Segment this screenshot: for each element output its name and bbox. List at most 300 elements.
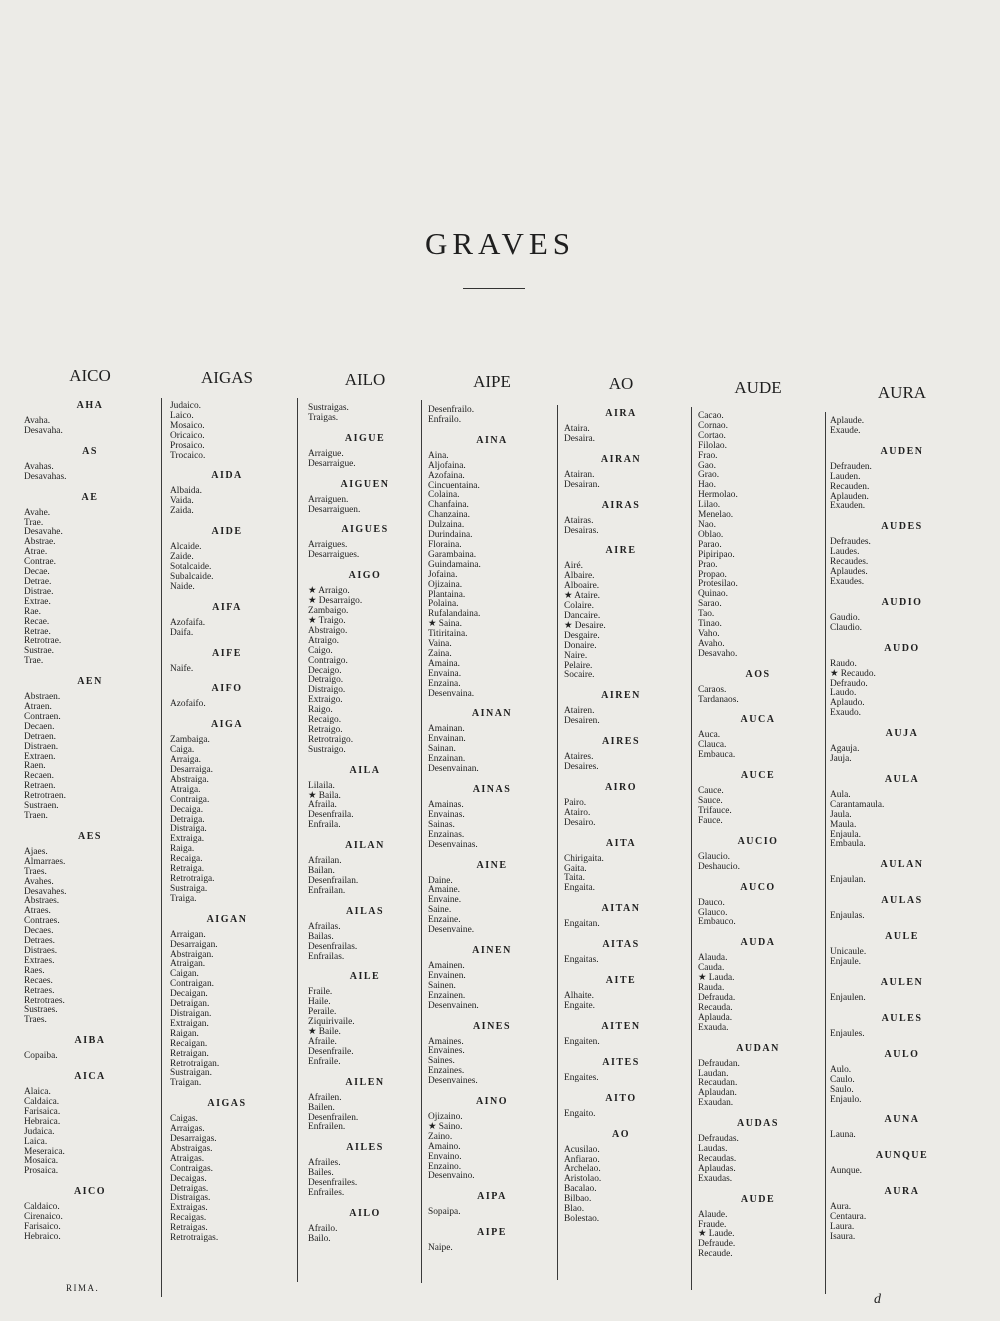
rhyme-section [822, 521, 982, 588]
rhyme-word: Aulo. [830, 1064, 852, 1075]
rhyme-word: ★ Desaire. [564, 620, 606, 631]
rhyme-word: Aura. [830, 1202, 852, 1213]
word-list [162, 736, 292, 904]
word-list [822, 1030, 982, 1040]
rhyme-word: Abstrae. [24, 537, 56, 548]
rhyme-word: Contraigo. [308, 655, 348, 666]
rhyme-word: Caldaica. [24, 1097, 60, 1108]
rhyme-section [556, 939, 686, 966]
rhyme-word: Desenfrailo. [428, 405, 475, 415]
rhyme-word: Sustraiga. [170, 883, 208, 894]
rhyme-word: Bacalao. [564, 1184, 597, 1195]
rhyme-word: Maula. [830, 819, 857, 830]
section-title: AULAS [881, 895, 923, 907]
rhyme-word: Floraina. [428, 539, 462, 550]
rhyme-word: Sustraigo. [308, 744, 346, 755]
rhyme-word: Desenvainan. [428, 764, 479, 775]
rhyme-word: Extrae. [24, 596, 51, 607]
rhyme-word: Defraudan. [698, 1058, 740, 1069]
rhyme-word: Abstraen. [24, 692, 61, 703]
rhyme-word: Raen. [24, 761, 46, 772]
section-title: AITES [602, 1056, 640, 1068]
rhyme-word: Zaide. [170, 552, 194, 563]
rhyme-word: Sotalcaide. [170, 561, 212, 572]
rhyme-word: Saines. [428, 1056, 455, 1067]
section-title: AUDAS [737, 1118, 779, 1130]
section-title: AUDAN [736, 1042, 780, 1054]
rhyme-word: Desarraigas. [170, 1134, 217, 1145]
word-list [16, 848, 164, 1026]
rhyme-word: Afrailen. [308, 1092, 342, 1103]
section-title: AINA [476, 434, 508, 446]
section-title: AEN [77, 676, 103, 688]
rhyme-word: Rauda. [698, 983, 725, 994]
rhyme-word: Filolao. [698, 440, 727, 451]
word-list [300, 541, 430, 561]
rhyme-section [16, 676, 164, 822]
rhyme-word: ★ Arraigo. [308, 586, 350, 597]
word-list [556, 920, 686, 930]
word-list [420, 1038, 564, 1088]
rhyme-word: Bailes. [308, 1168, 334, 1179]
rhyme-word: Oricaico. [170, 430, 205, 441]
rhyme-word: Hebraico. [24, 1232, 61, 1242]
rhyme-section [16, 1186, 164, 1243]
rhyme-word: Archelao. [564, 1164, 601, 1175]
section-title: AIRA [605, 408, 637, 419]
rhyme-word: Caulo. [830, 1074, 855, 1085]
section-title: AIRE [605, 545, 637, 557]
rhyme-word: Engaitas. [564, 955, 599, 966]
rhyme-word: Peraile. [308, 1007, 337, 1018]
section-title: AIRAS [601, 499, 641, 511]
section-title: AURA [884, 1186, 920, 1198]
column-heading: AO [608, 374, 634, 393]
rhyme-word: Daifa. [170, 627, 194, 638]
rhyme-section [822, 1150, 982, 1177]
section-title: AITO [605, 1092, 637, 1104]
rhyme-section [300, 570, 430, 755]
rhyme-word: Chirigaita. [564, 853, 604, 864]
section-title: AUCA [740, 714, 776, 726]
word-list [690, 1135, 826, 1185]
rhyme-section [822, 417, 982, 437]
section-title: AILO [349, 1207, 381, 1219]
word-list [162, 700, 292, 710]
word-list [822, 538, 982, 588]
rhyme-section [690, 412, 826, 660]
rhyme-word: Extraes. [24, 955, 55, 966]
rhyme-word: Sustraigan. [170, 1068, 212, 1079]
rhyme-section [162, 470, 292, 517]
rhyme-section [16, 492, 164, 668]
word-list [300, 857, 430, 897]
rhyme-word: Aljofaina. [428, 460, 466, 471]
rhyme-word: Caigo. [308, 645, 333, 656]
section-title: AULEN [880, 977, 924, 988]
rhyme-word: Afrailan. [308, 856, 342, 867]
rhyme-column [162, 368, 292, 1244]
rhyme-word: Cortao. [698, 430, 726, 441]
rhyme-word: Distrae. [24, 586, 54, 597]
rhyme-word: Hermolao. [698, 490, 738, 501]
rhyme-word: Deshaucio. [698, 861, 740, 872]
rhyme-word: Laura. [830, 1222, 855, 1233]
word-list [300, 450, 430, 470]
rhyme-word: Nao. [698, 519, 716, 530]
rhyme-word: Saulo. [830, 1084, 854, 1095]
rhyme-word: Defraude. [698, 1239, 736, 1250]
rhyme-column [690, 378, 826, 1260]
word-list [556, 425, 686, 445]
rhyme-word: Prosaica. [24, 1166, 59, 1177]
rhyme-word: Distraen. [24, 741, 59, 752]
rhyme-word: ★ Desarraigo. [308, 596, 363, 607]
rhyme-word: Fraude. [698, 1219, 727, 1230]
rhyme-word: ★ Saino. [428, 1121, 463, 1132]
rhyme-section [556, 903, 686, 930]
rhyme-word: Detraigo. [308, 675, 344, 686]
section-title: AIRAN [600, 453, 642, 465]
rhyme-word: Alauda. [698, 953, 728, 964]
rhyme-word: Ojizaina. [428, 579, 463, 590]
rhyme-word: Farisaica. [24, 1106, 61, 1117]
rhyme-word: Amainen. [428, 960, 465, 971]
word-list [822, 948, 982, 968]
section-title: AIGAN [206, 913, 248, 925]
rhyme-section [420, 406, 564, 426]
rhyme-word: Propao. [698, 569, 727, 580]
rhyme-word: Recaes. [24, 975, 53, 986]
section-title: AUDE [740, 1193, 776, 1205]
rhyme-word: Desarraigan. [170, 939, 218, 950]
rhyme-word: Quinao. [698, 589, 728, 600]
rhyme-section [822, 446, 982, 513]
rhyme-word: Abstraigas. [170, 1143, 213, 1154]
rhyme-word: Aplauden. [830, 491, 869, 502]
rhyme-word: Arraigue. [308, 448, 344, 459]
column-heading: AICO [69, 366, 111, 385]
rhyme-word: Extraigas. [170, 1203, 208, 1214]
word-list [420, 406, 564, 426]
rhyme-word: Retrotraigo. [308, 734, 354, 745]
rhyme-section [822, 643, 982, 719]
word-list [822, 745, 982, 765]
rhyme-section [690, 836, 826, 873]
rhyme-word: Aplaudan. [698, 1088, 737, 1099]
rhyme-word: Parao. [698, 539, 722, 550]
rhyme-word: Almarraes. [24, 856, 66, 867]
rhyme-word: Avahes. [24, 876, 54, 887]
rhyme-section [16, 1071, 164, 1177]
rhyme-section [690, 882, 826, 929]
word-list [822, 1167, 982, 1177]
rhyme-word: Desenvainas. [428, 839, 478, 850]
section-title: AULO [884, 1048, 920, 1060]
word-list [300, 496, 430, 516]
rhyme-word: Distraigas. [170, 1193, 211, 1204]
rhyme-word: Haile. [308, 997, 331, 1008]
rhyme-word: Desavaho. [698, 648, 738, 659]
word-list [162, 1115, 292, 1244]
section-title: AHA [76, 400, 104, 411]
rhyme-word: ★ Baile. [308, 1027, 341, 1038]
word-list [556, 855, 686, 895]
rhyme-word: Durindaina. [428, 530, 473, 541]
word-list [690, 686, 826, 706]
section-title: AUCIO [737, 835, 779, 847]
section-title: AULE [885, 931, 919, 943]
rhyme-word: Centaura. [830, 1212, 867, 1223]
rhyme-column [16, 366, 164, 1243]
rhyme-word: Retraigan. [170, 1048, 209, 1059]
section-title: AES [78, 830, 102, 842]
word-list [822, 1066, 982, 1106]
rhyme-word: Enfrailas. [308, 951, 345, 962]
rhyme-word: Recaigas. [170, 1213, 207, 1224]
rhyme-word: Guindamaina. [428, 559, 481, 570]
rhyme-word: ★ Traigo. [308, 615, 346, 626]
word-list [822, 614, 982, 634]
word-list [420, 1244, 564, 1254]
rhyme-section [16, 446, 164, 483]
rhyme-word: Recauda. [698, 1002, 733, 1013]
rhyme-word: Engaita. [564, 883, 595, 894]
rhyme-word: Hebraica. [24, 1116, 61, 1127]
rhyme-word: Detraes. [24, 936, 55, 947]
rhyme-word: Recaude. [698, 1249, 733, 1260]
word-list [822, 791, 982, 850]
rhyme-section [690, 669, 826, 706]
rhyme-section [556, 736, 686, 773]
rhyme-word: Avahas. [24, 461, 54, 472]
rhyme-word: Taita. [564, 873, 585, 884]
rhyme-word: Retraigas. [170, 1223, 208, 1234]
rhyme-word: Desenfrailes. [308, 1178, 358, 1189]
rhyme-word: Judaica. [24, 1126, 55, 1137]
rhyme-word: Naife. [170, 663, 194, 674]
rhyme-word: Enzainan. [428, 754, 466, 765]
rhyme-word: Desavahe. [24, 527, 63, 538]
rhyme-word: Caigan. [170, 969, 199, 980]
rhyme-word: Contraiga. [170, 794, 210, 805]
rhyme-section [556, 1093, 686, 1120]
rhyme-word: Fraile. [308, 987, 333, 998]
rhyme-word: Dauco. [698, 897, 725, 908]
column-heading: AIPE [473, 372, 511, 391]
rhyme-word: Carantamaula. [830, 799, 885, 810]
rhyme-word: Defraudas. [698, 1134, 739, 1145]
rhyme-section [420, 945, 564, 1012]
rhyme-word: Enjaules. [830, 1028, 865, 1039]
rhyme-word: Zambaigo. [308, 606, 349, 617]
rhyme-word: Polaina. [428, 599, 459, 610]
section-title: AILAS [345, 905, 385, 917]
rhyme-word: Distraigan. [170, 1008, 212, 1019]
rhyme-word: Envainen. [428, 970, 466, 981]
rhyme-word: Decaen. [24, 721, 55, 732]
rhyme-column [822, 383, 982, 1243]
rhyme-word: Distraiga. [170, 824, 207, 835]
word-list [690, 787, 826, 827]
footer-signature: RIMA. [66, 1283, 100, 1293]
rhyme-section [822, 728, 982, 765]
rhyme-section [556, 454, 686, 491]
rhyme-word: Arraiguen. [308, 494, 349, 505]
rhyme-word: Atraigo. [308, 635, 339, 646]
rhyme-word: Caldaico. [24, 1202, 60, 1213]
rhyme-word: Desairan. [564, 479, 600, 490]
rhyme-word: Exaudes. [830, 576, 865, 587]
rhyme-word: Atraen. [24, 702, 52, 713]
section-title: AUDO [884, 642, 920, 654]
rhyme-word: Detraigas. [170, 1183, 209, 1194]
word-list [822, 660, 982, 719]
rhyme-word: Avaho. [698, 638, 725, 649]
rhyme-word: Sainen. [428, 980, 456, 991]
rhyme-word: Detraigan. [170, 999, 210, 1010]
rhyme-word: Exaudo. [830, 708, 861, 719]
rhyme-section [300, 1142, 430, 1199]
rhyme-section [822, 1186, 982, 1243]
rhyme-word: Zaino. [428, 1131, 453, 1142]
rhyme-word: Grao. [698, 470, 720, 481]
rhyme-word: Sarao. [698, 599, 722, 610]
rhyme-word: Trocaico. [170, 450, 206, 461]
rhyme-word: Glauco. [698, 907, 728, 918]
section-title: AUJA [885, 728, 919, 740]
rhyme-section [822, 597, 982, 634]
word-list [420, 801, 564, 851]
section-title: AILES [346, 1142, 384, 1154]
rhyme-word: Engaite. [564, 1001, 595, 1011]
column-heading: AIGAS [201, 368, 253, 387]
rhyme-word: Desenvaines. [428, 1076, 478, 1087]
rhyme-word: Tinao. [698, 619, 722, 630]
rhyme-word: Subalcaide. [170, 571, 214, 582]
section-title: AUDA [740, 937, 776, 949]
rhyme-word: Enfrailes. [308, 1188, 345, 1199]
rhyme-word: Laudo. [830, 688, 857, 699]
rhyme-word: Donaire. [564, 640, 597, 651]
word-list [556, 707, 686, 727]
rhyme-word: Distraigo. [308, 685, 346, 696]
rhyme-word: Rufalandaina. [428, 609, 481, 620]
rhyme-word: Zaina. [428, 648, 452, 659]
word-list [300, 404, 430, 424]
rhyme-word: Rae. [24, 606, 41, 617]
rhyme-word: Atairas. [564, 515, 594, 526]
rhyme-word: Desarraigue. [308, 458, 356, 469]
rhyme-word: Vaina. [428, 639, 452, 650]
word-list [690, 899, 826, 929]
rhyme-section [556, 1021, 686, 1048]
section-title: AINAS [472, 784, 512, 795]
rhyme-word: Enzaina. [428, 678, 461, 689]
rhyme-word: Protesilao. [698, 579, 738, 590]
rhyme-word: Cauda. [698, 963, 725, 974]
section-title: AITAN [601, 903, 641, 915]
rhyme-word: Tardanaos. [698, 694, 739, 705]
rhyme-word: Frao. [698, 450, 718, 461]
rhyme-word: Enfrailo. [428, 414, 462, 425]
rhyme-word: Azofaina. [428, 470, 465, 481]
section-title: AUNQUE [875, 1150, 929, 1162]
rhyme-word: Abstraigo. [308, 625, 348, 636]
rhyme-word: Desairas. [564, 525, 599, 536]
rhyme-word: Avahe. [24, 507, 51, 518]
word-list [690, 954, 826, 1033]
rhyme-word: Retrotraiga. [170, 874, 215, 884]
rhyme-word: Desaires. [564, 762, 599, 773]
rhyme-word: Desairen. [564, 716, 600, 727]
rhyme-word: Contrae. [24, 557, 57, 568]
rhyme-word: Distraes. [24, 945, 58, 956]
section-title: AINO [475, 1096, 509, 1108]
rhyme-section [690, 714, 826, 761]
word-list [556, 1038, 686, 1048]
rhyme-word: Desenvaino. [428, 1171, 475, 1182]
word-list [822, 912, 982, 922]
rhyme-word: Desairo. [564, 817, 596, 828]
rhyme-word: Atrae. [24, 547, 48, 558]
rhyme-word: Blao. [564, 1204, 585, 1215]
rhyme-word: Traes. [24, 866, 47, 877]
rhyme-word: Lilaila. [308, 780, 335, 791]
rhyme-word: Envaino. [428, 1151, 462, 1162]
section-title: AULAN [880, 859, 924, 871]
rhyme-word: Exaudas. [698, 1173, 733, 1184]
rhyme-section [420, 860, 564, 936]
page-title: GRAVES [424, 225, 576, 261]
rhyme-word: Laica. [24, 1136, 48, 1147]
rhyme-word: Atraigan. [170, 959, 206, 970]
section-title: AIDA [211, 470, 243, 482]
rhyme-word: Contraen. [24, 711, 61, 722]
rhyme-word: Pairo. [564, 797, 587, 808]
word-list [162, 487, 292, 517]
rhyme-word: Aunque. [830, 1166, 863, 1177]
rhyme-word: Chanfaina. [428, 500, 469, 511]
rhyme-word: Arraigan. [170, 929, 206, 940]
rhyme-word: Exaudan. [698, 1098, 734, 1109]
word-list [300, 782, 430, 832]
rhyme-word: Traigan. [170, 1078, 202, 1089]
rhyme-word: Envaines. [428, 1046, 465, 1057]
rhyme-word: Traiga. [170, 893, 197, 904]
rhyme-word: Cauce. [698, 786, 724, 797]
rhyme-word: Ataires. [564, 752, 594, 763]
rhyme-word: Judaico. [170, 401, 201, 411]
rhyme-word: Exaude. [830, 425, 861, 436]
section-title: AIPA [477, 1191, 507, 1203]
section-title: AIFA [212, 601, 242, 613]
rhyme-word: Auca. [698, 730, 721, 741]
rhyme-word: Envainan. [428, 734, 466, 745]
rhyme-word: Sustraen. [24, 801, 59, 812]
section-title: AOS [745, 668, 771, 680]
word-list [822, 1131, 982, 1141]
column-heading: AILO [344, 370, 386, 389]
rhyme-word: Decae. [24, 567, 50, 578]
section-title: AULES [881, 1012, 923, 1024]
rhyme-word: Ajaes. [24, 846, 48, 857]
rhyme-section [420, 435, 564, 700]
rhyme-word: Recauden. [830, 481, 870, 492]
word-list [556, 992, 686, 1012]
section-title: AINES [472, 1020, 512, 1032]
rhyme-section [420, 1191, 564, 1218]
